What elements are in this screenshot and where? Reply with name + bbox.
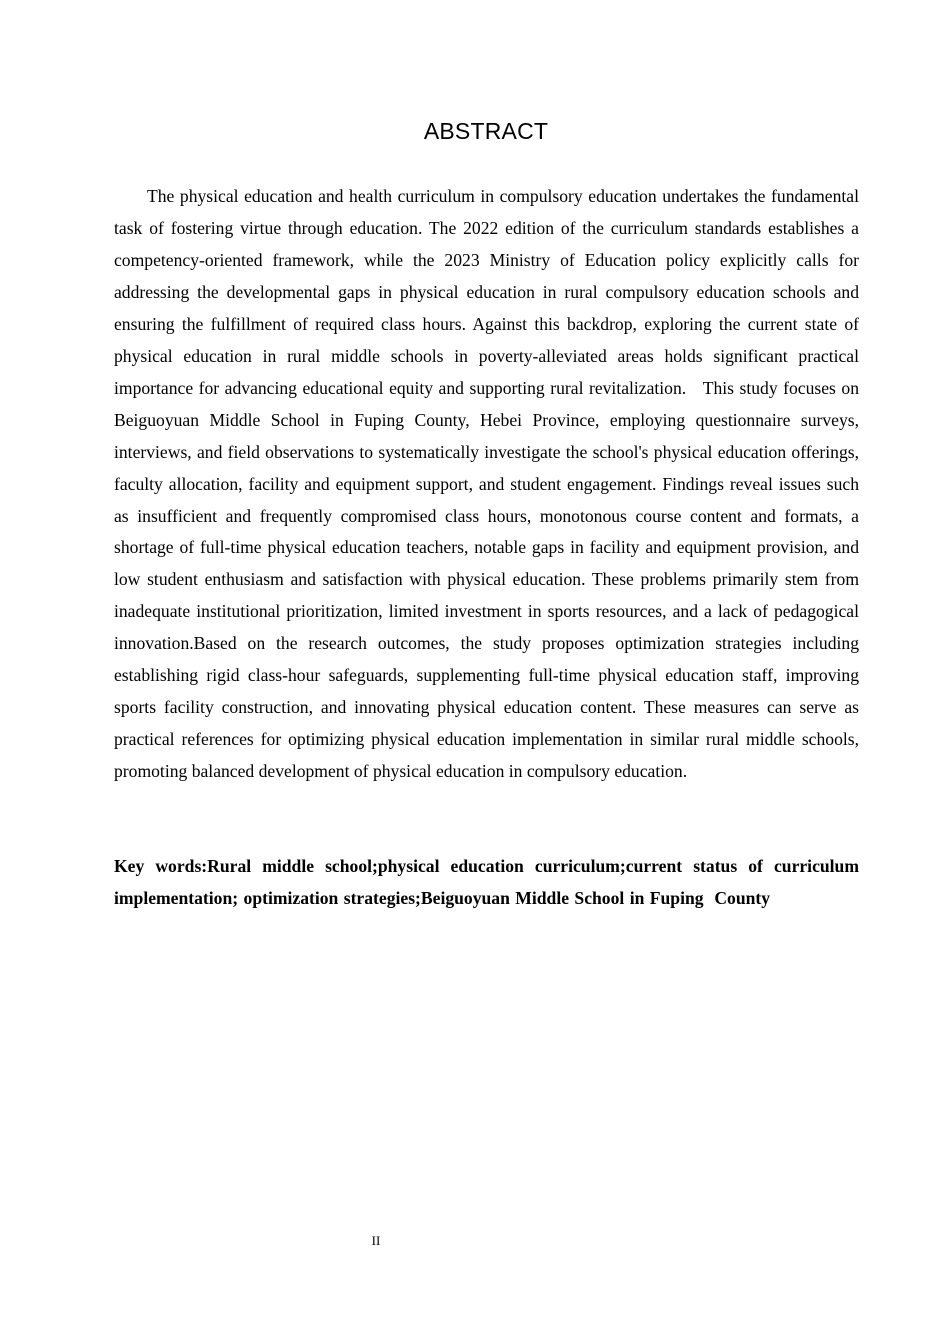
page-number: II (371, 1233, 381, 1248)
abstract-title: ABSTRACT (423, 118, 549, 144)
abstract-keywords: Key words:Rural middle school;physical education curriculum;current status of curriculum implementation; optimization strategies;Beiguoyuan Middle School in Fuping County (114, 856, 859, 908)
abstract-body: The physical education and health curriculum in compulsory education undertakes the fundamental task of fostering virtue through education. The 2022 edition of the curriculum standards establishes a competency-oriented framework, while the 2023 Ministry of Education policy explicitly calls for addressing the developmental gaps in physical education in rural compulsory education schools and ensuring the fulfillment of required class hours. Against this backdrop, exploring the current state of physical education in rural middle schools in poverty-alleviated areas holds significant practical importance for advancing educational equity and supporting rural revitalization. This study focuses on Beiguoyuan Middle School in Fuping County, Hebei Province, employing questionnaire surveys, interviews, and field observations to systematically investigate the school's physical education offerings, faculty allocation, facility and equipment support, and student engagement. Findings reveal issues such as insufficient and frequently compromised class hours, monotonous course content and formats, a shortage of full-time physical education teachers, notable gaps in facility and equipment provision, and low student enthusiasm and satisfaction with physical education. These problems primarily stem from inadequate institutional prioritization, limited investment in sports resources, and a lack of pedagogical innovation.Based on the research outcomes, the study proposes optimization strategies including establishing rigid class-hour safeguards, supplementing full-time physical education staff, improving sports facility construction, and innovating physical education content. These measures can serve as practical references for optimizing physical education implementation in similar rural middle schools, promoting balanced development of physical education in compulsory education. (114, 186, 859, 782)
